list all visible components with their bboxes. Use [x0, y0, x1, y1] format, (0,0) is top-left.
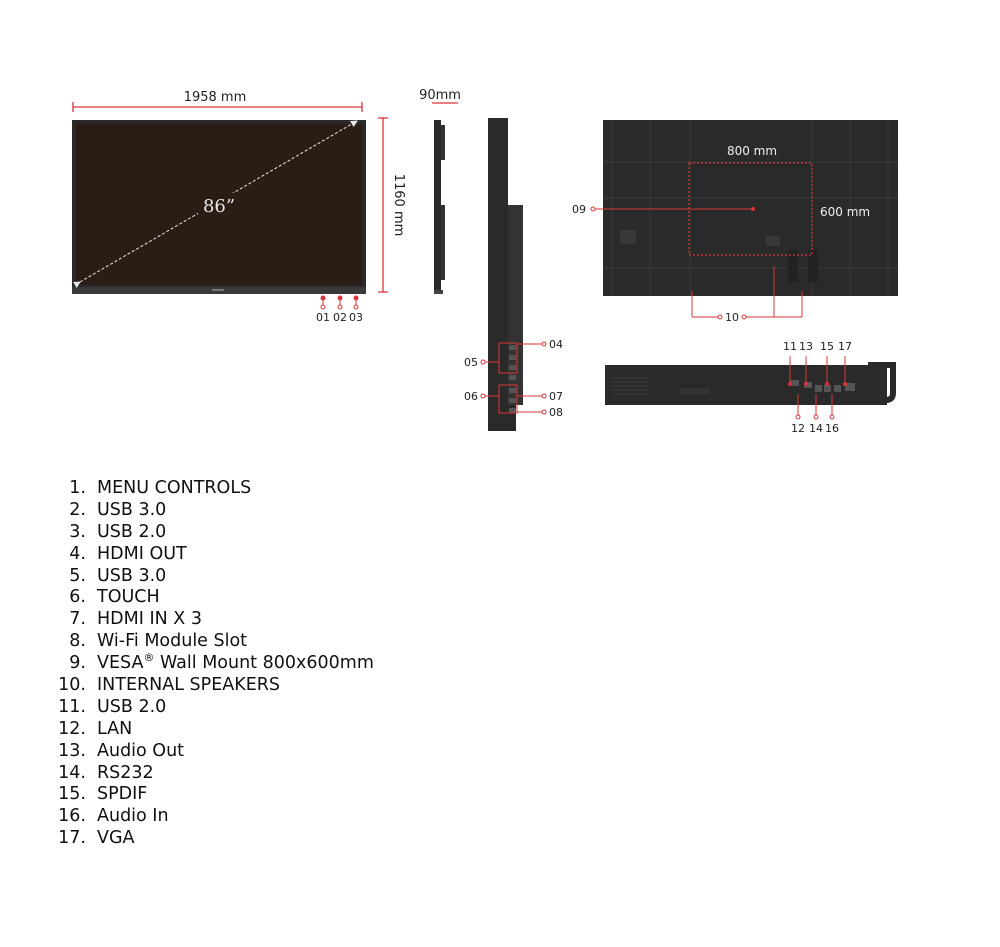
legend-item: 4. HDMI OUT — [69, 543, 187, 564]
callout-03: 03 — [349, 311, 363, 324]
callout-01: 01 — [316, 311, 330, 324]
diagonal-label: 86” — [202, 196, 236, 217]
callout-11: 11 — [783, 340, 797, 353]
callout-12: 12 — [791, 422, 805, 435]
side-profile-view — [419, 88, 461, 294]
legend-item: 15. SPDIF — [58, 784, 148, 805]
callout-07: 07 — [549, 390, 563, 403]
legend-item: 10. INTERNAL SPEAKERS — [58, 675, 281, 696]
height-label: 1160 mm — [391, 173, 406, 237]
legend-item: 14. RS232 — [58, 762, 154, 783]
callout-10: 10 — [725, 311, 739, 324]
port-legend — [54, 478, 374, 850]
legend-item: 9. VESA® Wall Mount 800x600mm — [69, 651, 374, 674]
vesa-vertical-label: 600 mm — [820, 205, 871, 219]
bottom-view — [605, 340, 893, 435]
callout-09: 09 — [572, 203, 586, 216]
width-label: 1958 mm — [183, 90, 247, 105]
legend-item: 8. Wi-Fi Module Slot — [69, 631, 248, 652]
side-ports-view — [464, 118, 563, 431]
product-diagram — [0, 0, 1000, 450]
callout-05: 05 — [464, 356, 478, 369]
callout-04: 04 — [549, 338, 563, 351]
legend-item: 17. VGA — [58, 828, 135, 849]
legend-item: 6. TOUCH — [69, 587, 160, 608]
legend-item: 12. LAN — [58, 718, 133, 739]
legend-item: 3. USB 2.0 — [69, 521, 167, 542]
legend-item: 13. Audio Out — [58, 740, 185, 761]
callout-06: 06 — [464, 390, 478, 403]
vesa-horizontal-label: 800 mm — [726, 144, 778, 158]
callouts-front — [321, 296, 358, 309]
rear-view — [572, 120, 898, 324]
callout-15: 15 — [820, 340, 834, 353]
legend-item: 5. USB 3.0 — [69, 565, 167, 586]
callout-08: 08 — [549, 406, 563, 419]
callout-17: 17 — [838, 340, 852, 353]
legend-item: 2. USB 3.0 — [69, 499, 167, 520]
legend-item: 7. HDMI IN X 3 — [69, 609, 202, 630]
legend-item: 1. MENU CONTROLS — [69, 478, 252, 498]
callout-16: 16 — [825, 422, 839, 435]
legend-item: 11. USB 2.0 — [58, 696, 167, 717]
callout-13: 13 — [799, 340, 813, 353]
callout-14: 14 — [809, 422, 823, 435]
legend-item: 16. Audio In — [58, 806, 169, 827]
callout-02: 02 — [333, 311, 347, 324]
registered-mark: ® — [143, 651, 155, 665]
depth-label: 90mm — [419, 88, 461, 103]
front-view — [72, 90, 406, 324]
